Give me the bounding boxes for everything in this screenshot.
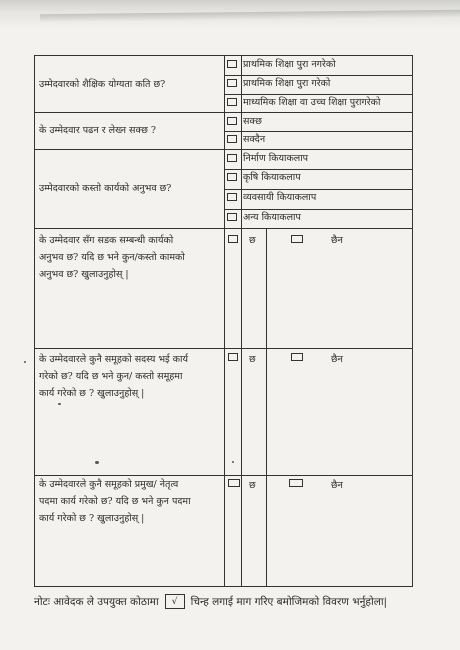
question-group-leader xyxy=(39,476,221,527)
no-label: छैन xyxy=(331,480,343,491)
option-divider xyxy=(224,189,412,190)
checkbox[interactable] xyxy=(227,173,237,181)
question-line: पदमा कार्य गरेको छ? यदि छ भने कुन पदमा xyxy=(39,496,191,507)
checkbox[interactable] xyxy=(227,98,237,106)
scan-speck xyxy=(95,461,99,464)
checkbox[interactable] xyxy=(227,154,237,162)
question-line: के उम्मेदवारले कुनै समूहको सदस्य भई कार्य xyxy=(39,354,189,365)
checkbox[interactable] xyxy=(291,353,303,361)
column-divider xyxy=(224,56,225,586)
candidate-form-table xyxy=(34,55,413,587)
checkbox[interactable] xyxy=(228,479,240,487)
no-label: छैन xyxy=(331,354,343,365)
column-divider xyxy=(241,56,242,586)
option-divider xyxy=(224,131,412,132)
scan-speck xyxy=(58,403,61,405)
question-line: अनुभव छ? खुलाउनुहोस् | xyxy=(39,269,129,280)
question-line: के उम्मेदवार सँग सडक सम्बन्धी कार्यको xyxy=(39,235,174,246)
tick-mark-icon: √ xyxy=(165,594,185,609)
option-label: सक्छ xyxy=(243,116,262,127)
question-group-member xyxy=(39,351,221,402)
checkbox[interactable] xyxy=(228,235,238,243)
checkbox[interactable] xyxy=(227,193,237,201)
checkbox[interactable] xyxy=(227,60,237,68)
option-label: प्राथमिक शिक्षा पुरा गरेको xyxy=(243,78,331,89)
option-label: माध्यमिक शिक्षा वा उच्च शिक्षा पुरागरेको xyxy=(243,97,381,108)
checkbox[interactable] xyxy=(227,213,237,221)
option-divider xyxy=(224,94,412,95)
option-label: कृषि कियाकलाप xyxy=(243,172,301,183)
yes-label: छ xyxy=(249,354,256,365)
question-line: गरेको छ? यदि छ भने कुन/ कस्तो समूहमा xyxy=(39,371,183,382)
scan-speck xyxy=(24,361,26,363)
footer-note xyxy=(34,594,434,609)
question-line: अनुभव छ? यदि छ भने कुन/कस्तो कामको xyxy=(39,252,185,263)
question-line: कार्य गरेको छ ? खुलाउनुहोस् | xyxy=(39,513,145,524)
checkbox[interactable] xyxy=(227,79,237,87)
yes-label: छ xyxy=(249,235,256,246)
question-road-experience xyxy=(39,232,221,283)
option-label: व्यवसायी कियाकलाप xyxy=(243,192,317,203)
option-label: अन्य कियाकलाप xyxy=(243,212,301,223)
note-text-before: नोटः आवेदक ले उपयुक्त कोठामा xyxy=(34,595,159,608)
yes-label: छ xyxy=(249,480,256,491)
option-divider xyxy=(224,169,412,170)
option-divider xyxy=(224,209,412,210)
no-label: छैन xyxy=(331,235,343,246)
question-line: कार्य गरेको छ ? खुलाउनुहोस् | xyxy=(39,388,145,399)
question-literacy: के उम्मेदवार पढन र लेख्न सक्छ ? xyxy=(39,125,157,136)
option-label: सक्दैन xyxy=(243,134,266,145)
scan-speck xyxy=(232,461,234,463)
question-experience: उम्मेदवारको कस्तो कार्यको अनुभव छ? xyxy=(39,183,172,194)
checkbox[interactable] xyxy=(228,353,238,361)
option-divider xyxy=(224,75,412,76)
checkbox[interactable] xyxy=(289,479,303,487)
column-divider xyxy=(266,228,267,586)
question-line: के उम्मेदवारले कुनै समूहको प्रमुख/ नेतृत्व xyxy=(39,479,179,490)
note-text-after: चिन्ह लगाई माग गरिए बमोजिमको विवरण भर्नुहोला| xyxy=(190,595,388,608)
checkbox[interactable] xyxy=(227,117,237,125)
option-label: प्राथमिक शिक्षा पुरा नगरेको xyxy=(243,59,336,70)
option-label: निर्माण कियाकलाप xyxy=(243,153,309,164)
checkbox[interactable] xyxy=(227,135,237,143)
question-education: उम्मेदवारको शैक्षिक योग्यता कति छ? xyxy=(39,79,166,90)
checkbox[interactable] xyxy=(291,235,303,243)
